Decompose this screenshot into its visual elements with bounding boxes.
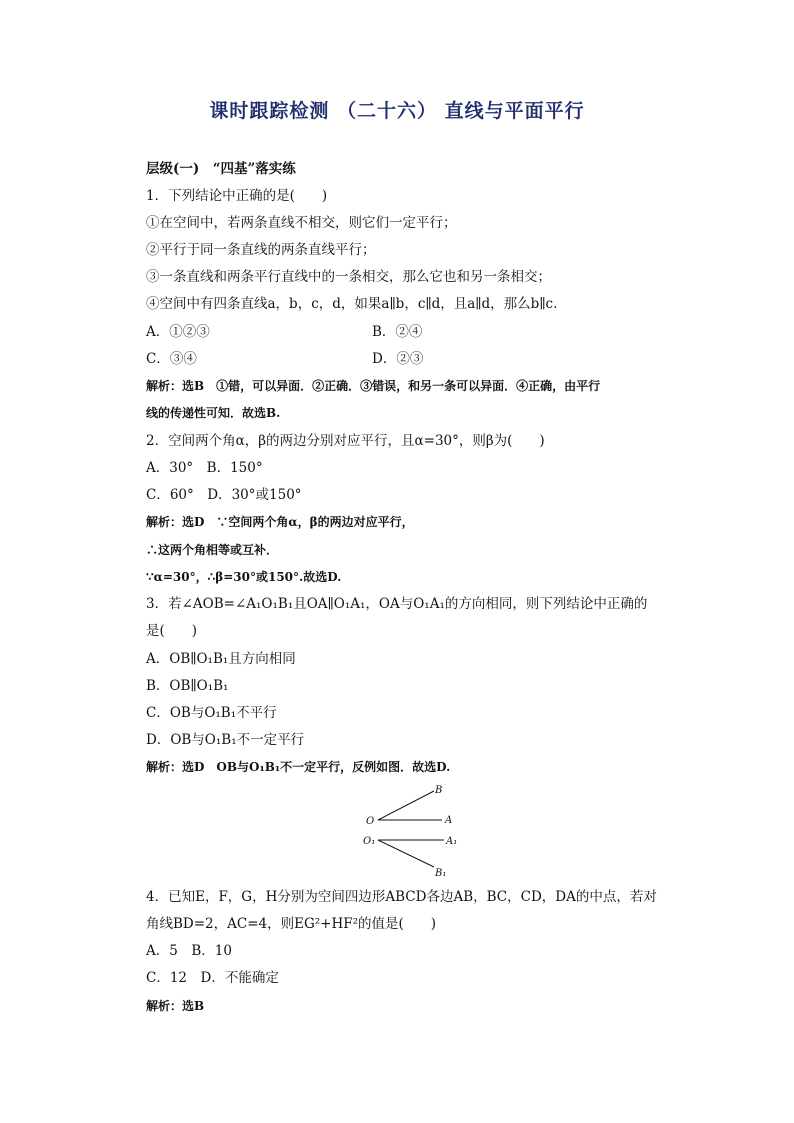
- label-o: O: [366, 816, 375, 827]
- q1-statement-2: ②平行于同一条直线的两条直线平行；: [146, 242, 376, 258]
- counterexample-figure: [362, 785, 472, 880]
- label-b: B: [435, 785, 443, 796]
- q3-option-b: B．OB∥O₁B₁: [146, 678, 229, 694]
- q2-options-ab: A．30° B．150°: [146, 460, 263, 476]
- q2-options-cd: C．60° D．30°或150°: [146, 487, 302, 503]
- q3-stem-line-2: 是( ): [146, 623, 198, 639]
- q1-statement-1: ①在空间中，若两条直线不相交，则它们一定平行；: [146, 215, 457, 231]
- q1-option-c: C．③④: [146, 351, 197, 367]
- label-a: A: [445, 815, 453, 826]
- q4-options-ab: A．5 B．10: [146, 943, 232, 959]
- section-heading: 层级(一) “四基”落实练: [146, 161, 296, 177]
- label-a1: A₁: [446, 836, 458, 847]
- q3-option-d: D．OB与O₁B₁不一定平行: [146, 732, 305, 748]
- ray-ob: [378, 791, 434, 820]
- q3-option-a: A．OB∥O₁B₁且方向相同: [146, 651, 296, 667]
- q4-stem-line-1: 4．已知E，F，G，H分别为空间四边形ABCD各边AB，BC，CD，DA的中点，若对: [146, 889, 657, 905]
- q2-answer-line-3: ∵α=30°，∴β=30°或150°.故选D.: [146, 570, 342, 584]
- label-b1: B₁: [435, 868, 447, 879]
- q3-option-c: C．OB与O₁B₁不平行: [146, 705, 277, 721]
- q1-statement-3: ③一条直线和两条平行直线中的一条相交，那么它也和另一条相交；: [146, 269, 551, 285]
- ray-o1b1: [378, 840, 434, 867]
- q1-statement-4: ④空间中有四条直线a，b，c，d，如果a∥b，c∥d，且a∥d，那么b∥c.: [146, 296, 558, 312]
- q2-stem: 2．空间两个角α，β的两边分别对应平行，且α=30°，则β为( ): [146, 433, 545, 449]
- q4-options-cd: C．12 D．不能确定: [146, 970, 279, 986]
- q3-answer: 解析：选D OB与O₁B₁不一定平行，反例如图．故选D.: [146, 760, 451, 774]
- q1-stem: 1．下列结论中正确的是( ): [146, 188, 328, 204]
- q1-answer-line-1: 解析：选B ①错，可以异面．②正确．③错误，和另一条可以异面．④正确，由平行: [146, 379, 601, 393]
- q1-answer-line-2: 线的传递性可知．故选B.: [146, 406, 281, 420]
- q4-answer: 解析：选B: [146, 999, 205, 1013]
- q2-answer-line-2: ∴这两个角相等或互补．: [146, 543, 279, 557]
- q4-stem-line-2: 角线BD=2，AC=4，则EG²+HF²的值是( ): [146, 916, 437, 932]
- label-o1: O₁: [363, 836, 376, 847]
- q1-option-d: D．②③: [372, 351, 424, 367]
- q2-answer-line-1: 解析：选D ∵空间两个角α，β的两边对应平行，: [146, 515, 414, 529]
- q1-option-a: A．①②③: [146, 324, 210, 340]
- q3-stem-line-1: 3．若∠AOB=∠A₁O₁B₁且OA∥O₁A₁，OA与O₁A₁的方向相同，则下列结论中正确的: [146, 596, 648, 612]
- page-title: 课时跟踪检测 （二十六） 直线与平面平行: [209, 100, 585, 122]
- q1-option-b: B．②④: [372, 324, 423, 340]
